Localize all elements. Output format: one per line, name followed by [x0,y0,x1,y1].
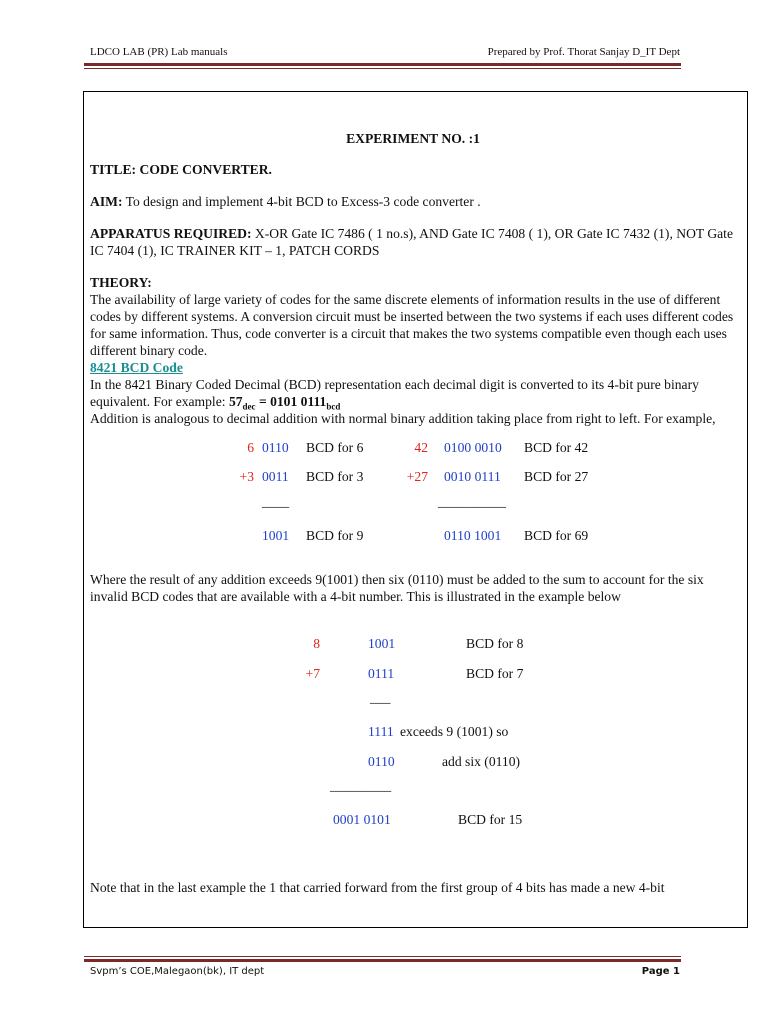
ex1-r2-label1: BCD for 3 [306,469,364,484]
ex1-r1-bin1: 0110 [262,440,289,455]
aim-label: AIM: [90,194,123,209]
bcd-example-sub-bcd: bcd [326,401,341,412]
header-right: Prepared by Prof. Thorat Sanjay D_IT Dept [487,46,680,58]
ex1-r3-label2: BCD for 69 [524,528,589,543]
apparatus-value: X-OR Gate IC 7486 ( 1 no.s), AND Gate IC 7408 ( 1), OR Gate IC 7432 (1), NOT Gate IC 7404 (1), IC TRAINER KIT – 1, PATCH CORDS [90,226,733,258]
bcd-paragraph [90,376,736,410]
ex2-r1-bin: 1001 [368,636,396,651]
experiment-title: EXPERIMENT NO. :1 [346,131,480,146]
header-rule-thick [84,63,681,66]
bcd-example [228,394,341,412]
ex2-r4-label: add six (0110) [442,754,521,769]
ex1-r1-label2: BCD for 42 [524,440,589,455]
ex2-r1-dec: 8 [313,636,320,651]
aim-value: To design and implement 4-bit BCD to Excess-3 code converter . [125,194,481,209]
ex1-sum-line2: __________ [438,494,506,509]
bcd-heading-link[interactable]: 8421 BCD Code [90,360,183,375]
ex1-r2-label2: BCD for 27 [524,469,589,484]
ex1-r3-bin2: 0110 1001 [444,528,502,543]
ex2-r4-bin: 0110 [368,754,395,769]
invalid-bcd-paragraph: Where the result of any addition exceeds 9(1001) then six (0110) must be added to the sum to account for the six invalid BCD codes that are available with a 4-bit number. This is illustrated in the example below [90,572,704,604]
page-frame [83,91,748,928]
aim-line [90,193,736,210]
ex1-r1-bin2: 0100 0010 [444,440,502,455]
ex2-r5-label: BCD for 15 [458,812,523,827]
ex2-r2-dec: +7 [305,666,320,681]
header-rule-thin [84,68,681,69]
addition-paragraph: Addition is analogous to decimal addition with normal binary addition taking place from right to left. For example, [90,411,716,426]
ex1-r1-dec2: 42 [414,440,428,455]
ex2-r2-label: BCD for 7 [466,666,524,681]
page-content [90,130,736,896]
bcd-example-num: 57 [228,394,243,409]
title-label: TITLE: [90,162,137,177]
apparatus-line [90,225,736,259]
ex1-r3-label1: BCD for 9 [306,528,364,543]
ex1-sum-line1: ____ [262,494,290,509]
ex2-sum-line2: _________ [330,778,392,793]
page-number: Page 1 [641,966,680,977]
ex1-r2-bin2: 0010 0111 [444,469,501,484]
bcd-paragraph-text: In the 8421 Binary Coded Decimal (BCD) representation each decimal digit is converted to its 4-bit pure binary equivalent. For example: [90,377,699,409]
ex1-r3-bin1: 1001 [262,528,290,543]
footer-rule-thick [84,959,681,962]
ex2-sum-line1: ___ [370,690,391,705]
example-1-table [90,427,736,543]
bcd-example-eq: = 0101 0111 [258,394,327,409]
footer-left: Svpm’s COE,Malegaon(bk), IT dept [90,966,265,977]
example-2-table [90,605,736,835]
ex2-r2-bin: 0111 [368,666,395,681]
ex1-r2-dec2: +27 [406,469,428,484]
apparatus-label: APPARATUS REQUIRED: [90,226,252,241]
ex2-r1-label: BCD for 8 [466,636,524,651]
theory-heading: THEORY: [90,275,152,290]
footer-rule-thin [84,956,681,957]
theory-paragraph: The availability of large variety of codes for the same discrete elements of information results in the use of different codes by different systems. A conversion circuit must be inserted between the two systems if each uses different codes for same information. Thus, code converter is a circuit that makes the two systems compatible even though each uses different binary code. [90,292,734,358]
note-paragraph: Note that in the last example the 1 that carried forward from the first group of 4 bits has made a new 4-bit [90,880,665,895]
ex2-r3-bin: 1111 [368,724,394,739]
ex1-r1-label1: BCD for 6 [306,440,364,455]
title-value: CODE CONVERTER. [139,162,272,177]
header-left: LDCO LAB (PR) Lab manuals [90,46,228,58]
ex2-r3-label: exceeds 9 (1001) so [400,724,509,739]
ex1-r2-bin1: 0011 [262,469,289,484]
ex1-r1-dec1: 6 [247,440,254,455]
ex2-r5-bin: 0001 0101 [333,812,391,827]
title-line [90,161,736,178]
ex1-r2-dec1: +3 [239,469,254,484]
bcd-example-sub-dec: dec [242,401,256,412]
